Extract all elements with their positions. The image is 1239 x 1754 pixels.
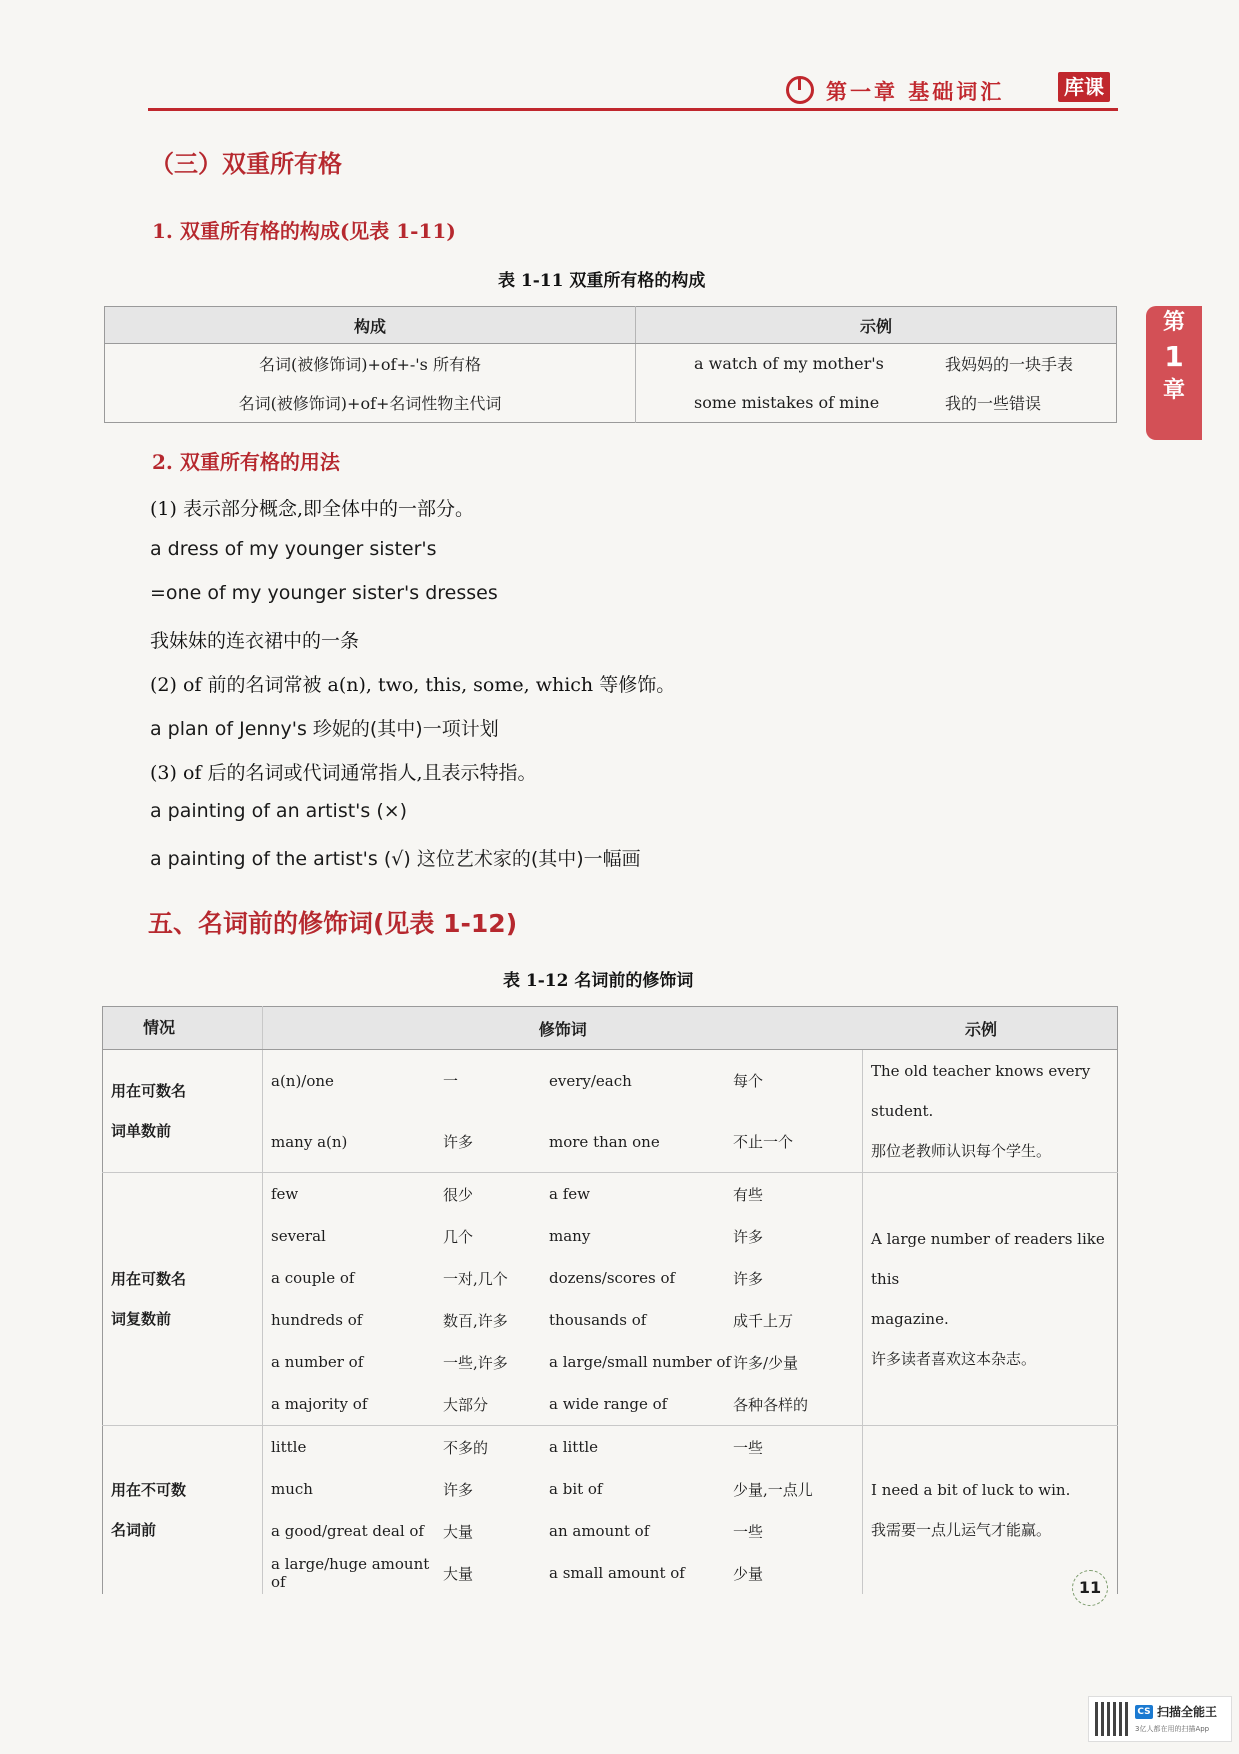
section-title-double-possessive: （三）双重所有格 (150, 150, 342, 178)
table-header: 情况 (103, 1007, 263, 1050)
table-cell: 许多 (443, 1480, 474, 1499)
example-line: =one of my younger sister's dresses (150, 582, 498, 604)
table-cell: a small amount of (549, 1564, 685, 1582)
example-line: 许多读者喜欢这本杂志。 (871, 1350, 1037, 1368)
table-header: 修饰词 (263, 1007, 863, 1050)
situation-line: 用在不可数 (111, 1481, 187, 1499)
table-cell: every/each (549, 1071, 632, 1090)
table-cell: 大部分 (443, 1395, 489, 1414)
table-cell: 有些 (732, 1173, 863, 1216)
example-cell (863, 1426, 1118, 1595)
table-1-12-caption: 表 1-12 名词前的修饰词 (503, 971, 694, 991)
table-cell: some mistakes of mine (694, 393, 880, 412)
situation-line: 词单数前 (111, 1122, 172, 1140)
example-line: a plan of Jenny's 珍妮的(其中)一项计划 (150, 718, 499, 740)
example-cell (863, 1173, 1118, 1426)
chapter-tab-line3: 章 (1162, 378, 1185, 403)
table-cell: 不多的 (442, 1426, 548, 1469)
table-cell: little (263, 1426, 443, 1469)
situation-cell (103, 1050, 263, 1173)
table-cell: a good/great deal of (271, 1522, 424, 1540)
table-cell: 名词(被修饰词)+of+-'s 所有格 (105, 344, 636, 384)
qr-code-icon (1095, 1702, 1129, 1736)
table-1-11-caption: 表 1-11 双重所有格的构成 (498, 271, 706, 291)
situation-line: 名词前 (111, 1521, 157, 1539)
table-cell: an amount of (549, 1522, 650, 1540)
brand-logo: 库课 (1058, 72, 1110, 102)
table-cell: 许多 (443, 1133, 474, 1151)
table-row (105, 383, 1117, 423)
subsection-title-composition: 1. 双重所有格的构成(见表 1-11) (152, 219, 456, 243)
table-cell: 几个 (443, 1227, 474, 1246)
table-row (103, 1426, 1118, 1469)
table-cell: 少量,一点儿 (732, 1468, 863, 1510)
table-cell: 一对,几个 (443, 1269, 508, 1288)
example-line: a dress of my younger sister's (150, 538, 437, 560)
table-cell: a large/small number of (549, 1353, 731, 1371)
table-cell: dozens/scores of (549, 1269, 676, 1287)
example-line: I need a bit of luck to win. (871, 1481, 1071, 1499)
example-line: A large number of readers like this (871, 1230, 1105, 1288)
section-title-noun-modifiers: 五、名词前的修饰词(见表 1-12) (148, 909, 518, 938)
table-cell: 各种各样的 (732, 1383, 863, 1426)
table-cell: many (549, 1227, 591, 1245)
table-row (103, 1173, 1118, 1216)
table-cell: 我的一些错误 (945, 394, 1042, 413)
situation-line: 词复数前 (111, 1310, 172, 1328)
example-line: a painting of an artist's (×) (150, 800, 408, 822)
table-header: 示例 (636, 307, 1117, 344)
example-line: a painting of the artist's (√) 这位艺术家的(其中)一幅画 (150, 848, 641, 870)
table-cell: 一些 (732, 1510, 863, 1552)
situation-line: 用在可数名 (111, 1270, 187, 1288)
table-cell: 许多/少量 (732, 1341, 863, 1383)
table-cell: a bit of (549, 1480, 603, 1498)
table-1-12 (102, 1006, 1118, 1594)
table-1-11 (104, 306, 1117, 423)
table-cell: 少量 (732, 1552, 863, 1594)
scanner-tagline: 3亿人都在用的扫描App (1135, 1725, 1210, 1733)
table-cell: 大量 (443, 1564, 474, 1583)
scanner-name: 扫描全能王 (1157, 1705, 1218, 1719)
example-line: The old teacher knows every student. (871, 1062, 1091, 1120)
table-cell: a majority of (271, 1395, 368, 1413)
scanner-badge: CS (1135, 1705, 1153, 1719)
table-cell: 一些 (732, 1426, 863, 1469)
chapter-clock-icon (786, 76, 814, 104)
table-cell: 数百,许多 (443, 1311, 508, 1330)
table-cell: hundreds of (271, 1311, 363, 1329)
chapter-side-tab (1146, 306, 1202, 440)
table-cell: few (263, 1173, 443, 1216)
table-cell: more than one (549, 1132, 660, 1151)
table-cell: 我妈妈的一块手表 (945, 355, 1074, 374)
table-header: 示例 (863, 1007, 1118, 1050)
table-cell: a watch of my mother's (694, 354, 884, 373)
usage-point-1: (1) 表示部分概念,即全体中的一部分。 (150, 498, 474, 520)
table-cell: 不止一个 (732, 1111, 863, 1173)
table-cell: 名词(被修饰词)+of+名词性物主代词 (105, 383, 636, 423)
usage-point-3: (3) of 后的名词或代词通常指人,且表示特指。 (150, 762, 537, 784)
table-cell: 很少 (442, 1173, 548, 1216)
table-cell: 许多 (732, 1215, 863, 1257)
table-cell: several (271, 1227, 326, 1245)
table-cell: much (271, 1480, 313, 1498)
header-rule (148, 108, 1118, 111)
table-cell: 一些,许多 (443, 1353, 508, 1372)
example-translation: 我妹妹的连衣裙中的一条 (150, 630, 360, 652)
subsection-title-usage: 2. 双重所有格的用法 (152, 450, 340, 474)
situation-cell (103, 1173, 263, 1426)
usage-point-2: (2) of 前的名词常被 a(n), two, this, some, which 等修饰。 (150, 674, 676, 696)
table-cell: many a(n) (271, 1132, 348, 1151)
page-number: 11 (1072, 1570, 1108, 1606)
chapter-tab-number: 1 (1164, 340, 1184, 373)
situation-line: 用在可数名 (111, 1082, 187, 1100)
chapter-title: 第一章 基础词汇 (826, 80, 1005, 104)
table-header: 构成 (105, 307, 636, 344)
table-cell: a large/huge amount of (271, 1555, 430, 1591)
table-cell: a(n)/one (271, 1071, 334, 1090)
table-cell: 成千上万 (732, 1299, 863, 1341)
table-cell: a couple of (271, 1269, 355, 1287)
table-cell: a wide range of (549, 1395, 668, 1413)
table-cell: 一 (443, 1072, 459, 1090)
table-cell: 每个 (732, 1050, 863, 1112)
scanner-watermark (1088, 1696, 1232, 1742)
table-row (103, 1050, 1118, 1112)
table-cell: 大量 (443, 1522, 474, 1541)
example-line: 我需要一点儿运气才能赢。 (871, 1521, 1052, 1539)
example-line: 那位老教师认识每个学生。 (871, 1142, 1052, 1160)
table-cell: a little (548, 1426, 732, 1469)
table-cell: a number of (271, 1353, 364, 1371)
example-line: magazine. (871, 1310, 949, 1328)
table-cell: 许多 (732, 1257, 863, 1299)
table-row (105, 344, 1117, 384)
table-cell: thousands of (549, 1311, 647, 1329)
example-cell (863, 1050, 1118, 1173)
table-cell: a few (548, 1173, 732, 1216)
chapter-tab-line1: 第 (1162, 310, 1185, 335)
situation-cell (103, 1426, 263, 1595)
